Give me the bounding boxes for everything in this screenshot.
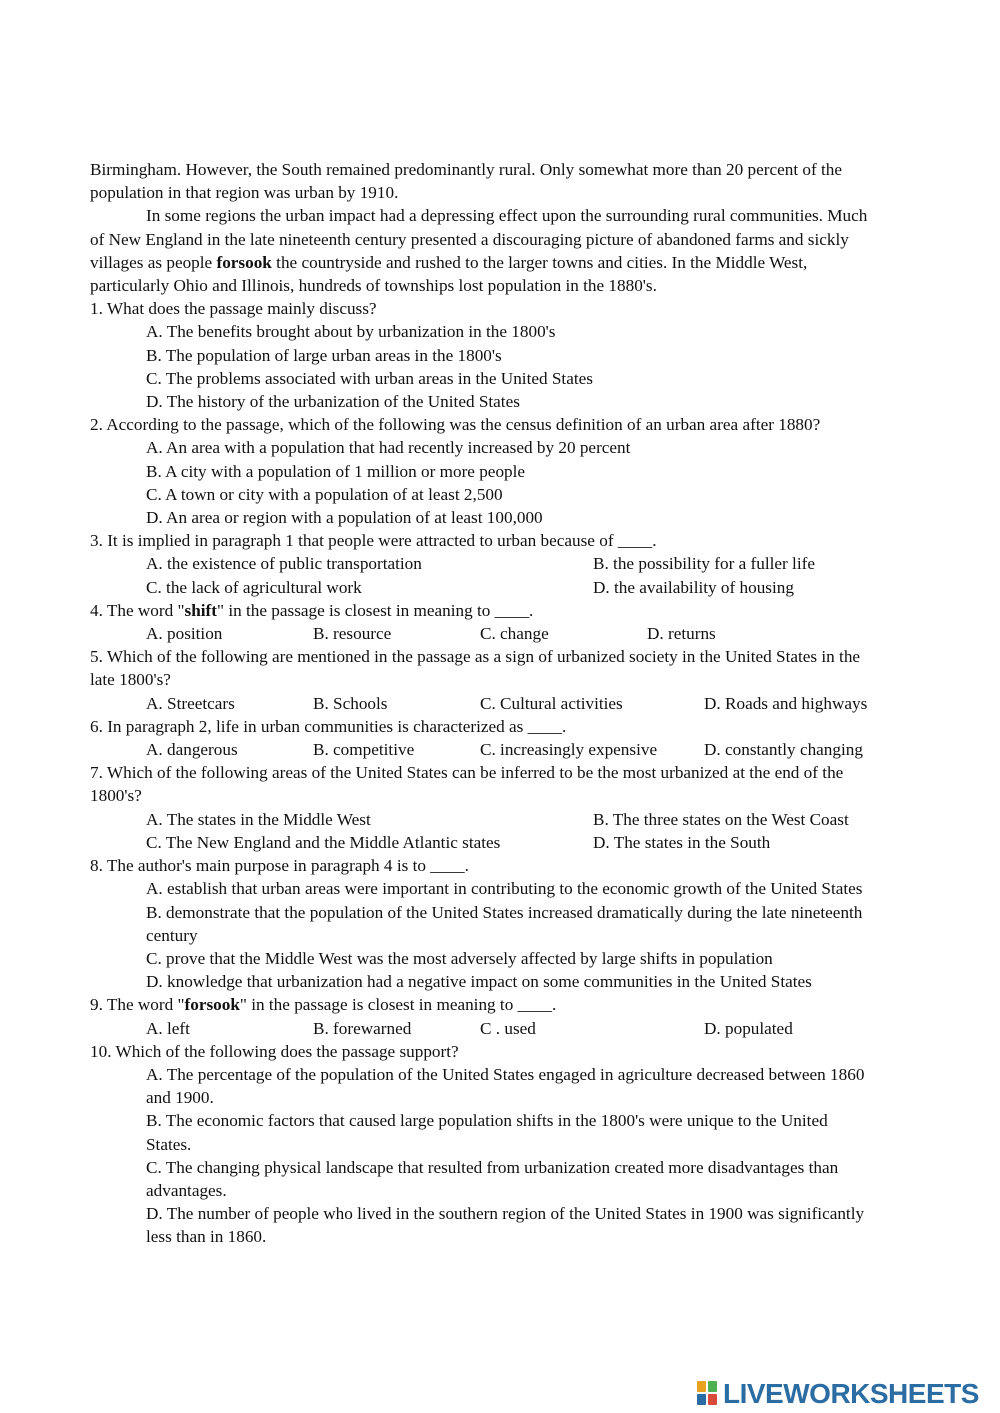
- option-d[interactable]: D. The history of the urbanization of the United States: [146, 392, 520, 412]
- question-text-part: 9. The word ": [90, 995, 185, 1015]
- logo-icon: [697, 1381, 719, 1407]
- option-c[interactable]: C. The New England and the Middle Atlantic states: [146, 832, 501, 852]
- option-c[interactable]: C. change: [480, 624, 549, 644]
- option-c[interactable]: C. prove that the Middle West was the most adversely affected by large shifts in population: [146, 948, 773, 968]
- question-text-part: " in the passage is closest in meaning to ____.: [239, 995, 557, 1015]
- option-b[interactable]: B. forewarned: [313, 1018, 412, 1038]
- option-b[interactable]: B. A city with a population of 1 million or more people: [146, 461, 526, 481]
- option-c[interactable]: C. The changing physical landscape that resulted from urbanization created more disadvantages than: [146, 1157, 839, 1177]
- options-row: [90, 692, 930, 715]
- option-a[interactable]: A. The percentage of the population of the United States engaged in agriculture decreased between 1860: [146, 1064, 865, 1084]
- option-b[interactable]: B. The population of large urban areas in the 1800's: [146, 345, 502, 365]
- option-d-continued[interactable]: less than in 1860.: [146, 1227, 267, 1247]
- option-a[interactable]: A. position: [146, 624, 223, 644]
- option-b[interactable]: B. the possibility for a fuller life: [593, 554, 815, 574]
- option-c[interactable]: C . used: [480, 1018, 536, 1038]
- option-a[interactable]: A. dangerous: [146, 740, 238, 760]
- passage-line: of New England in the late nineteenth century presented a discouraging picture of abandoned farms and sickly: [90, 229, 849, 249]
- option-a[interactable]: A. the existence of public transportation: [146, 554, 422, 574]
- option-c[interactable]: C. the lack of agricultural work: [146, 577, 362, 597]
- option-d[interactable]: D. The number of people who lived in the southern region of the United States in 1900 was significantly: [146, 1204, 865, 1224]
- question-text: [90, 993, 930, 1016]
- option-b[interactable]: B. competitive: [313, 740, 415, 760]
- question-8: [90, 854, 930, 993]
- options-row: [90, 831, 930, 854]
- logo-text: LIVEWORKSHEETS: [723, 1378, 979, 1409]
- options-row: [90, 576, 930, 599]
- option-d[interactable]: D. returns: [647, 624, 716, 644]
- option-d[interactable]: D. knowledge that urbanization had a negative impact on some communities in the United States: [146, 972, 812, 992]
- option-b[interactable]: B. resource: [313, 624, 392, 644]
- question-text: 1. What does the passage mainly discuss?: [90, 299, 377, 319]
- question-3: [90, 529, 930, 599]
- option-d[interactable]: D. Roads and highways: [704, 693, 868, 713]
- option-c-continued[interactable]: advantages.: [146, 1180, 227, 1200]
- option-a[interactable]: A. left: [146, 1018, 190, 1038]
- options-row: [90, 552, 930, 575]
- passage-line: In some regions the urban impact had a depressing effect upon the surrounding rural communities. Much: [146, 206, 868, 226]
- question-text: 1800's?: [90, 786, 142, 806]
- question-6: [90, 715, 930, 761]
- passage-line: population in that region was urban by 1910.: [90, 183, 399, 203]
- passage-line: [90, 251, 930, 274]
- question-text: [90, 599, 930, 622]
- option-c[interactable]: C. A town or city with a population of at least 2,500: [146, 484, 503, 504]
- option-a[interactable]: A. The states in the Middle West: [146, 809, 371, 829]
- option-b[interactable]: B. Schools: [313, 693, 388, 713]
- option-c[interactable]: C. The problems associated with urban areas in the United States: [146, 368, 593, 388]
- keyword-forsook: forsook: [216, 252, 272, 272]
- option-b[interactable]: B. The three states on the West Coast: [593, 809, 849, 829]
- options-row: [90, 1017, 930, 1040]
- passage-line: particularly Ohio and Illinois, hundreds of townships lost population in the 1880's.: [90, 276, 657, 296]
- question-4: [90, 599, 930, 645]
- option-b-continued[interactable]: States.: [146, 1134, 192, 1154]
- question-text: 3. It is implied in paragraph 1 that people were attracted to urban because of ____.: [90, 531, 657, 551]
- passage-text: villages as people: [90, 252, 217, 272]
- option-c[interactable]: C. Cultural activities: [480, 693, 623, 713]
- option-a[interactable]: A. Streetcars: [146, 693, 235, 713]
- option-d[interactable]: D. The states in the South: [593, 832, 771, 852]
- passage-line: Birmingham. However, the South remained predominantly rural. Only somewhat more than 20 percent of the: [90, 160, 843, 179]
- options-row: [90, 622, 930, 645]
- question-text-part: " in the passage is closest in meaning to ____.: [217, 600, 534, 620]
- question-text: 8. The author's main purpose in paragraph 4 is to ____.: [90, 856, 469, 876]
- reading-passage: [90, 158, 930, 297]
- question-7: [90, 761, 930, 854]
- option-b[interactable]: B. The economic factors that caused large population shifts in the 1800's were unique to the United: [146, 1111, 828, 1131]
- question-text: late 1800's?: [90, 670, 171, 690]
- option-a[interactable]: A. The benefits brought about by urbanization in the 1800's: [146, 322, 556, 342]
- option-d[interactable]: D. populated: [704, 1018, 793, 1038]
- keyword-shift: shift: [184, 600, 218, 620]
- question-2: [90, 413, 930, 529]
- question-text-part: 4. The word ": [90, 600, 185, 620]
- liveworksheets-logo: [697, 1378, 979, 1410]
- question-text: 10. Which of the following does the passage support?: [90, 1041, 459, 1061]
- options-row: [90, 738, 930, 761]
- question-text: 7. Which of the following areas of the United States can be inferred to be the most urbanized at the end of the: [90, 763, 844, 783]
- option-a[interactable]: A. establish that urban areas were important in contributing to the economic growth of the United States: [146, 879, 863, 899]
- worksheet-page: [90, 158, 930, 1249]
- option-b[interactable]: B. demonstrate that the population of the United States increased dramatically during the late nineteenth: [146, 902, 863, 922]
- question-5: [90, 645, 930, 715]
- question-10: [90, 1040, 930, 1249]
- passage-text: the countryside and rushed to the larger towns and cities. In the Middle West,: [271, 252, 808, 272]
- option-b-continued[interactable]: century: [146, 925, 198, 945]
- question-text: 2. According to the passage, which of the following was the census definition of an urban area after 1880?: [90, 415, 821, 435]
- option-d[interactable]: D. the availability of housing: [593, 577, 794, 597]
- option-c[interactable]: C. increasingly expensive: [480, 740, 658, 760]
- question-text: 5. Which of the following are mentioned in the passage as a sign of urbanized society in the United States in the: [90, 647, 861, 667]
- option-a-continued[interactable]: and 1900.: [146, 1088, 214, 1108]
- option-a[interactable]: A. An area with a population that had recently increased by 20 percent: [146, 438, 631, 458]
- question-9: [90, 993, 930, 1039]
- option-d[interactable]: D. An area or region with a population of at least 100,000: [146, 508, 543, 528]
- option-d[interactable]: D. constantly changing: [704, 740, 863, 760]
- question-1: [90, 297, 930, 413]
- options-row: [90, 808, 930, 831]
- question-text: 6. In paragraph 2, life in urban communities is characterized as ____.: [90, 716, 567, 736]
- keyword-forsook: forsook: [184, 995, 240, 1015]
